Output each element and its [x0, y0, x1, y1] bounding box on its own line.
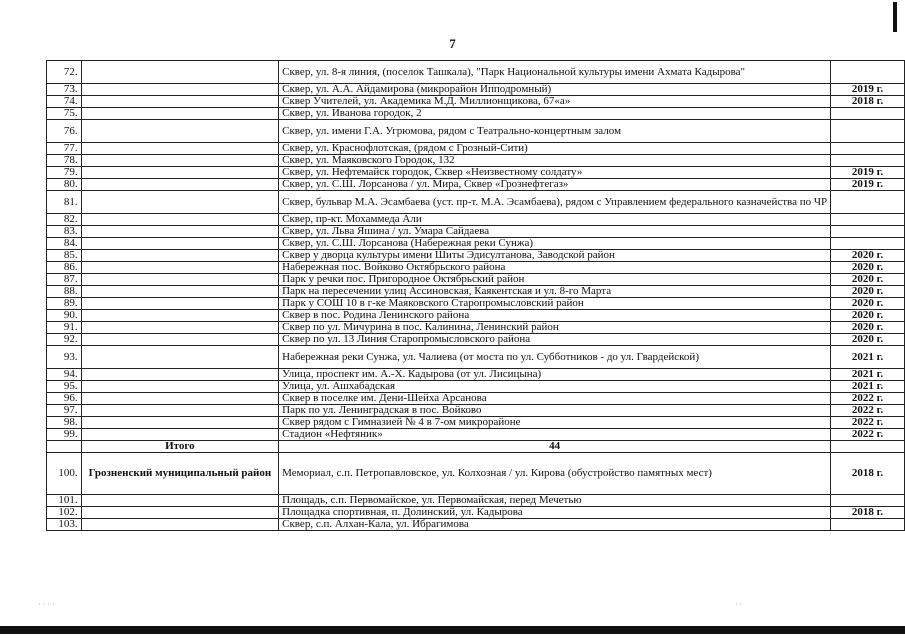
object-name: Сквер, ул. С.Ш. Лорсанова / ул. Мира, Сквер «Грознефтегаз»	[279, 179, 831, 191]
completion-year: 2021 г.	[831, 346, 905, 369]
object-name: Парк у речки пос. Пригородное Октябрьский район	[279, 274, 831, 286]
table-row	[47, 346, 905, 369]
total-number-empty	[47, 441, 82, 453]
row-number: 98.	[47, 417, 82, 429]
district-cell-empty	[81, 393, 278, 405]
row-number: 76.	[47, 120, 82, 143]
completion-year: 2022 г.	[831, 417, 905, 429]
row-number: 88.	[47, 286, 82, 298]
table-row	[47, 96, 905, 108]
district-cell-empty	[81, 96, 278, 108]
district-cell-empty	[81, 179, 278, 191]
completion-year	[831, 495, 905, 507]
row-number: 77.	[47, 143, 82, 155]
completion-year: 2022 г.	[831, 429, 905, 441]
row-number: 93.	[47, 346, 82, 369]
object-name: Сквер Учителей, ул. Академика М.Д. Миллионщикова, 67«а»	[279, 96, 831, 108]
table-row	[47, 167, 905, 179]
completion-year: 2022 г.	[831, 393, 905, 405]
object-name: Сквер, ул. Нефтемайск городок, Сквер «Неизвестному солдату»	[279, 167, 831, 179]
object-name: Улица, проспект им. А.-Х. Кадырова (от ул. Лисицына)	[279, 369, 831, 381]
completion-year	[831, 143, 905, 155]
row-number: 90.	[47, 310, 82, 322]
completion-year	[831, 519, 905, 531]
completion-year: 2022 г.	[831, 405, 905, 417]
object-name: Набережная пос. Войково Октябрьского района	[279, 262, 831, 274]
completion-year: 2020 г.	[831, 250, 905, 262]
table-row	[47, 298, 905, 310]
district-name: Грозненский муниципальный район	[81, 453, 278, 495]
completion-year	[831, 120, 905, 143]
scan-noise: · ·	[735, 600, 743, 609]
completion-year: 2018 г.	[831, 96, 905, 108]
row-number: 97.	[47, 405, 82, 417]
row-number: 102.	[47, 507, 82, 519]
district-cell-empty	[81, 214, 278, 226]
object-name: Сквер, ул. 8-я линия, (поселок Ташкала), "Парк Национальной культуры имени Ахмата Кадырова"	[279, 61, 831, 84]
table-row	[47, 495, 905, 507]
completion-year	[831, 155, 905, 167]
object-name: Сквер рядом с Гимназией № 4 в 7-ом микрорайоне	[279, 417, 831, 429]
object-name: Сквер, бульвар М.А. Эсамбаева (уст. пр-т. М.А. Эсамбаева), рядом с Управлением федерального казначейства по ЧР	[279, 191, 831, 214]
row-number: 73.	[47, 84, 82, 96]
district-cell-empty	[81, 120, 278, 143]
object-name: Площадка спортивная, п. Долинский, ул. Кадырова	[279, 507, 831, 519]
table-row	[47, 214, 905, 226]
table-row	[47, 453, 905, 495]
completion-year: 2018 г.	[831, 507, 905, 519]
table-row	[47, 61, 905, 84]
row-number: 92.	[47, 334, 82, 346]
object-name: Сквер по ул. Мичурина в пос. Калинина, Ленинский район	[279, 322, 831, 334]
row-number: 81.	[47, 191, 82, 214]
district-cell-empty	[81, 286, 278, 298]
completion-year: 2019 г.	[831, 179, 905, 191]
table-row	[47, 238, 905, 250]
completion-year: 2020 г.	[831, 274, 905, 286]
district-cell-empty	[81, 61, 278, 84]
row-number: 80.	[47, 179, 82, 191]
completion-year	[831, 226, 905, 238]
completion-year	[831, 108, 905, 120]
table-row	[47, 274, 905, 286]
table-row	[47, 369, 905, 381]
completion-year	[831, 214, 905, 226]
district-cell-empty	[81, 274, 278, 286]
object-name: Сквер, пр-кт. Мохаммеда Али	[279, 214, 831, 226]
district-cell-empty	[81, 84, 278, 96]
completion-year	[831, 191, 905, 214]
registry-table-body	[47, 61, 905, 531]
object-name: Сквер, с.п. Алхан-Кала, ул. Ибрагимова	[279, 519, 831, 531]
district-cell-empty	[81, 346, 278, 369]
district-cell-empty	[81, 507, 278, 519]
object-name: Парк на пересечении улиц Ассиновская, Каякентская и ул. 8-го Марта	[279, 286, 831, 298]
district-cell-empty	[81, 191, 278, 214]
row-number: 89.	[47, 298, 82, 310]
completion-year: 2018 г.	[831, 453, 905, 495]
district-cell-empty	[81, 108, 278, 120]
district-cell-empty	[81, 417, 278, 429]
district-cell-empty	[81, 429, 278, 441]
registry-table	[46, 60, 905, 531]
page-number: 7	[449, 36, 456, 51]
object-name: Сквер, ул. Иванова городок, 2	[279, 108, 831, 120]
row-number: 85.	[47, 250, 82, 262]
district-cell-empty	[81, 262, 278, 274]
object-name: Сквер, ул. Льва Яшина / ул. Умара Сайдаева	[279, 226, 831, 238]
completion-year	[831, 238, 905, 250]
object-name: Парк у СОШ 10 в г-ке Маяковского Старопромысловский район	[279, 298, 831, 310]
completion-year: 2021 г.	[831, 381, 905, 393]
table-row	[47, 334, 905, 346]
district-cell-empty	[81, 250, 278, 262]
object-name: Сквер в пос. Родина Ленинского района	[279, 310, 831, 322]
row-number: 96.	[47, 393, 82, 405]
completion-year: 2020 г.	[831, 310, 905, 322]
district-cell-empty	[81, 381, 278, 393]
total-year-empty	[831, 441, 905, 453]
row-number: 87.	[47, 274, 82, 286]
row-number: 82.	[47, 214, 82, 226]
total-value: 44	[279, 441, 831, 453]
row-number: 86.	[47, 262, 82, 274]
scan-noise: · · · ·	[38, 600, 55, 609]
district-cell-empty	[81, 310, 278, 322]
object-name: Стадион «Нефтяник»	[279, 429, 831, 441]
district-cell-empty	[81, 405, 278, 417]
district-cell-empty	[81, 167, 278, 179]
table-row	[47, 191, 905, 214]
object-name: Сквер, ул. А.А. Айдамирова (микрорайон Ипподромный)	[279, 84, 831, 96]
completion-year: 2020 г.	[831, 286, 905, 298]
district-cell-empty	[81, 238, 278, 250]
row-number: 91.	[47, 322, 82, 334]
table-row	[47, 429, 905, 441]
completion-year: 2019 г.	[831, 167, 905, 179]
object-name: Сквер по ул. 13 Линия Старопромысловского района	[279, 334, 831, 346]
object-name: Парк по ул. Ленинградская в пос. Войково	[279, 405, 831, 417]
completion-year: 2020 г.	[831, 334, 905, 346]
object-name: Мемориал, с.п. Петропавловское, ул. Колхозная / ул. Кирова (обустройство памятных мест)	[279, 453, 831, 495]
row-number: 101.	[47, 495, 82, 507]
scan-edge-mark	[893, 2, 897, 32]
table-row	[47, 405, 905, 417]
object-name: Улица, ул. Ашхабадская	[279, 381, 831, 393]
completion-year	[831, 61, 905, 84]
row-number: 75.	[47, 108, 82, 120]
row-number: 78.	[47, 155, 82, 167]
table-row	[47, 143, 905, 155]
completion-year: 2021 г.	[831, 369, 905, 381]
page-bottom-border	[0, 626, 905, 634]
table-row	[47, 286, 905, 298]
row-number: 74.	[47, 96, 82, 108]
district-cell-empty	[81, 226, 278, 238]
object-name: Сквер, ул. Маяковского Городок, 132	[279, 155, 831, 167]
completion-year: 2019 г.	[831, 84, 905, 96]
district-cell-empty	[81, 519, 278, 531]
table-row	[47, 310, 905, 322]
district-cell-empty	[81, 298, 278, 310]
object-name: Сквер, ул. имени Г.А. Угрюмова, рядом с Театрально-концертным залом	[279, 120, 831, 143]
completion-year: 2020 г.	[831, 298, 905, 310]
object-name: Сквер, ул. Краснофлотская, (рядом с Грозный-Сити)	[279, 143, 831, 155]
table-row	[47, 108, 905, 120]
table-row	[47, 417, 905, 429]
district-cell-empty	[81, 495, 278, 507]
table-row	[47, 155, 905, 167]
object-name: Сквер, ул. С.Ш. Лорсанова (Набережная реки Сунжа)	[279, 238, 831, 250]
table-row	[47, 381, 905, 393]
object-name: Сквер у дворца культуры имени Шиты Эдисултанова, Заводской район	[279, 250, 831, 262]
row-number: 72.	[47, 61, 82, 84]
table-row	[47, 226, 905, 238]
row-number: 95.	[47, 381, 82, 393]
object-name: Сквер в поселке им. Дени-Шейха Арсанова	[279, 393, 831, 405]
table-row	[47, 322, 905, 334]
district-cell-empty	[81, 369, 278, 381]
row-number: 79.	[47, 167, 82, 179]
row-number: 103.	[47, 519, 82, 531]
table-row	[47, 507, 905, 519]
total-label: Итого	[81, 441, 278, 453]
table-row	[47, 84, 905, 96]
completion-year: 2020 г.	[831, 322, 905, 334]
table-row	[47, 519, 905, 531]
row-number: 99.	[47, 429, 82, 441]
table-row	[47, 262, 905, 274]
district-cell-empty	[81, 155, 278, 167]
district-cell-empty	[81, 322, 278, 334]
row-number: 100.	[47, 453, 82, 495]
row-number: 84.	[47, 238, 82, 250]
row-number: 83.	[47, 226, 82, 238]
table-row	[47, 393, 905, 405]
completion-year: 2020 г.	[831, 262, 905, 274]
row-number: 94.	[47, 369, 82, 381]
district-cell-empty	[81, 334, 278, 346]
table-row	[47, 250, 905, 262]
object-name: Набережная реки Сунжа, ул. Чалиева (от моста по ул. Субботников - до ул. Гвардейской)	[279, 346, 831, 369]
object-name: Площадь, с.п. Первомайское, ул. Первомайская, перед Мечетью	[279, 495, 831, 507]
table-row	[47, 179, 905, 191]
table-row	[47, 120, 905, 143]
district-cell-empty	[81, 143, 278, 155]
total-row	[47, 441, 905, 453]
